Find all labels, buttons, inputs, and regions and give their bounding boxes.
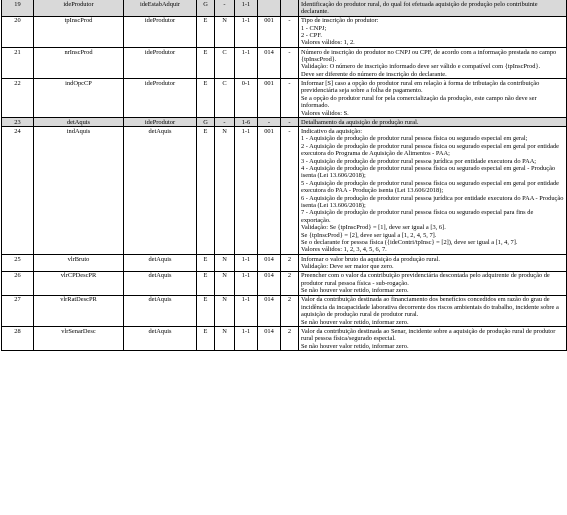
element-type-cell: E xyxy=(197,327,215,351)
element-type-cell: G xyxy=(197,0,215,16)
decimals-cell: - xyxy=(281,118,299,127)
description-cell xyxy=(299,127,567,255)
decimals-cell: 2 xyxy=(281,295,299,326)
description-line: Se a opção do produtor rural for pela comercialização da produção, este campo não deve ser informado. xyxy=(301,94,537,110)
description-cell xyxy=(299,79,567,118)
description-line: Informar o valor bruto da aquisição da produção rural. xyxy=(301,255,440,263)
decimals-cell xyxy=(281,0,299,16)
description-line: Se não houver valor retido, informar zero. xyxy=(301,342,409,350)
description-line: Se não houver valor retido, informar zero. xyxy=(301,318,409,326)
format-cell: C xyxy=(215,48,235,79)
description-line: Preencher com o valor da contribuição previdenciária descontada pelo adquirente de produção de produtor rural pessoa física - sub-rogação. xyxy=(301,272,550,287)
element-type-cell: E xyxy=(197,16,215,47)
description-line: Número de inscrição do produtor no CNPJ ou CPF, de acordo com a informação prestada no campo {tpInscProd}. xyxy=(301,48,557,63)
decimals-cell: 2 xyxy=(281,271,299,295)
field-size-cell: - xyxy=(258,118,281,127)
field-name-cell: vlrCPDescPR xyxy=(34,271,124,295)
parent-group-cell: detAquis xyxy=(124,271,197,295)
element-type-cell: E xyxy=(197,127,215,255)
field-name-cell: detAquis xyxy=(34,118,124,127)
parent-group-cell: ideProdutor xyxy=(124,48,197,79)
format-cell: - xyxy=(215,118,235,127)
field-name-cell: vlrBruto xyxy=(34,255,124,272)
parent-group-cell: detAquis xyxy=(124,327,197,351)
description-line: 4 - Aquisição de produção de produtor rural pessoa física ou segurado especial em geral - Produção isenta (Lei 13.606/2018); xyxy=(301,165,556,180)
row-number-cell: 24 xyxy=(2,127,34,255)
decimals-cell: 2 xyxy=(281,255,299,272)
parent-group-cell: detAquis xyxy=(124,127,197,255)
table-row xyxy=(2,327,567,351)
field-name-cell: indOpcCP xyxy=(34,79,124,118)
decimals-cell: - xyxy=(281,48,299,79)
row-number-cell: 20 xyxy=(2,16,34,47)
description-line: Se não houver valor retido, informar zero. xyxy=(301,287,409,295)
parent-group-cell: ideProdutor xyxy=(124,118,197,127)
description-line: Valores válidos: 1, 2, 3, 4, 5, 6, 7. xyxy=(301,246,387,254)
row-number-cell: 27 xyxy=(2,295,34,326)
format-cell: C xyxy=(215,79,235,118)
row-number-cell: 25 xyxy=(2,255,34,272)
table-row xyxy=(2,271,567,295)
field-name-cell: ideProdutor xyxy=(34,0,124,16)
decimals-cell: 2 xyxy=(281,327,299,351)
table-row xyxy=(2,118,567,127)
description-line: Indicativo da aquisição: xyxy=(301,127,363,135)
element-type-cell: E xyxy=(197,271,215,295)
table-row xyxy=(2,127,567,255)
description-cell xyxy=(299,16,567,47)
table-row xyxy=(2,255,567,272)
parent-group-cell: detAquis xyxy=(124,295,197,326)
description-cell xyxy=(299,295,567,326)
description-cell xyxy=(299,327,567,351)
description-line: 6 - Aquisição de produção de produtor rural pessoa jurídica por entidade executora do PAA - Produção isenta (Lei 13.606/2018); xyxy=(301,194,564,210)
occurrence-cell: 1-1 xyxy=(235,16,258,47)
occurrence-cell: 1-1 xyxy=(235,0,258,16)
field-size-cell: 014 xyxy=(258,295,281,326)
element-type-cell: G xyxy=(197,118,215,127)
row-number-cell: 23 xyxy=(2,118,34,127)
row-number-cell: 26 xyxy=(2,271,34,295)
table-row xyxy=(2,295,567,326)
parent-group-cell: ideProdutor xyxy=(124,79,197,118)
field-size-cell: 014 xyxy=(258,255,281,272)
occurrence-cell: 1-1 xyxy=(235,271,258,295)
description-cell xyxy=(299,48,567,79)
field-name-cell: vlrSenarDesc xyxy=(34,327,124,351)
description-line: Se {tpInscProd} = [2], deve ser igual a [1, 2, 4, 5, 7]. xyxy=(301,231,437,239)
description-line: 1 - Aquisição de produção de produtor rural pessoa física ou segurado especial em geral; xyxy=(301,135,528,143)
row-number-cell: 22 xyxy=(2,79,34,118)
field-name-cell: vlrRatDescPR xyxy=(34,295,124,326)
layout-table xyxy=(1,0,567,351)
description-line: Valores válidos: 1, 2. xyxy=(301,39,355,47)
occurrence-cell: 1-1 xyxy=(235,255,258,272)
description-line: 1 - CNPJ; xyxy=(301,24,327,32)
table-row xyxy=(2,0,567,16)
format-cell: N xyxy=(215,127,235,255)
field-size-cell: 014 xyxy=(258,271,281,295)
parent-group-cell: detAquis xyxy=(124,255,197,272)
description-line: Valor da contribuição destinada ao Senar, incidente sobre a aquisição de produção rural de produtor rural pessoa física/segurado especial. xyxy=(301,327,556,343)
description-line: Detalhamento da aquisição de produção rural. xyxy=(301,118,419,126)
occurrence-cell: 1-1 xyxy=(235,295,258,326)
table-row xyxy=(2,48,567,79)
description-line: Deve ser diferente do número de inscrição do declarante. xyxy=(301,70,447,78)
format-cell: N xyxy=(215,255,235,272)
description-line: Validação: O número de inscrição informado deve ser válido e compatível com {tpInscProd}. xyxy=(301,63,541,71)
description-line: Informar [S] caso a opção do produtor rural em relação à forma de tributação da contribuição previdenciária seja sobre a folha de pagamento. xyxy=(301,79,540,95)
occurrence-cell: 1-1 xyxy=(235,48,258,79)
row-number-cell: 21 xyxy=(2,48,34,79)
format-cell: N xyxy=(215,16,235,47)
field-name-cell: nrInscProd xyxy=(34,48,124,79)
decimals-cell: - xyxy=(281,16,299,47)
description-line: Validação: Deve ser maior que zero. xyxy=(301,263,394,271)
field-name-cell: tpInscProd xyxy=(34,16,124,47)
description-line: Valor da contribuição destinada ao financiamento dos benefícios concedidos em razão do grau de incidência da incapacidade laborativa decorrente dos riscos ambientais do trabalho, incidente sobre a aquisição de produção rural de produtor rural. xyxy=(301,296,559,319)
field-size-cell xyxy=(258,0,281,16)
description-cell xyxy=(299,271,567,295)
description-cell xyxy=(299,255,567,272)
field-size-cell: 001 xyxy=(258,79,281,118)
format-cell: - xyxy=(215,0,235,16)
row-number-cell: 19 xyxy=(2,0,34,16)
occurrence-cell: 1-1 xyxy=(235,327,258,351)
parent-group-cell: ideProdutor xyxy=(124,16,197,47)
element-type-cell: E xyxy=(197,48,215,79)
row-number-cell: 28 xyxy=(2,327,34,351)
occurrence-cell: 1-1 xyxy=(235,127,258,255)
description-line: Validação: Se {tpInscProd} = [1], deve ser igual a [3, 6]. xyxy=(301,224,446,232)
description-line: Tipo de inscrição do produtor: xyxy=(301,17,379,25)
decimals-cell: - xyxy=(281,79,299,118)
description-line: Valores válidos: S. xyxy=(301,109,349,117)
field-size-cell: 014 xyxy=(258,327,281,351)
format-cell: N xyxy=(215,327,235,351)
element-type-cell: E xyxy=(197,295,215,326)
table-row xyxy=(2,16,567,47)
parent-group-cell: ideEstabAdquir xyxy=(124,0,197,16)
decimals-cell: - xyxy=(281,127,299,255)
description-line: 3 - Aquisição de produção de produtor rural pessoa jurídica por entidade executora do PAA; xyxy=(301,157,537,165)
table-row xyxy=(2,79,567,118)
element-type-cell: E xyxy=(197,255,215,272)
description-cell xyxy=(299,0,567,16)
occurrence-cell: 0-1 xyxy=(235,79,258,118)
occurrence-cell: 1-6 xyxy=(235,118,258,127)
format-cell: N xyxy=(215,271,235,295)
description-line: 2 - Aquisição de produção de produtor rural pessoa física ou segurado especial em geral por entidade executora do Programa de Aquisição de Alimentos - PAA; xyxy=(301,142,560,158)
field-size-cell: 001 xyxy=(258,127,281,255)
field-size-cell: 001 xyxy=(258,16,281,47)
table-body xyxy=(2,0,567,351)
element-type-cell: E xyxy=(197,79,215,118)
description-line: 2 - CPF. xyxy=(301,31,322,39)
field-name-cell: indAquis xyxy=(34,127,124,255)
description-line: 5 - Aquisição de produção de produtor rural pessoa física ou segurado especial em geral por entidade executora do PAA - Produção isenta (Lei 13.606/2018); xyxy=(301,179,560,195)
description-line: Se o declarante for pessoa física ({ideContri/tpInsc} = [2]), deve ser igual a [1, 4, 7]. xyxy=(301,239,518,247)
format-cell: N xyxy=(215,295,235,326)
description-cell xyxy=(299,118,567,127)
field-size-cell: 014 xyxy=(258,48,281,79)
description-line: 7 - Aquisição de produção de produtor rural pessoa física ou segurado especial para fins de exportação. xyxy=(301,209,534,224)
description-line: Identificação do produtor rural, do qual foi efetuada aquisição de produção pelo contribuinte declarante. xyxy=(301,0,538,15)
